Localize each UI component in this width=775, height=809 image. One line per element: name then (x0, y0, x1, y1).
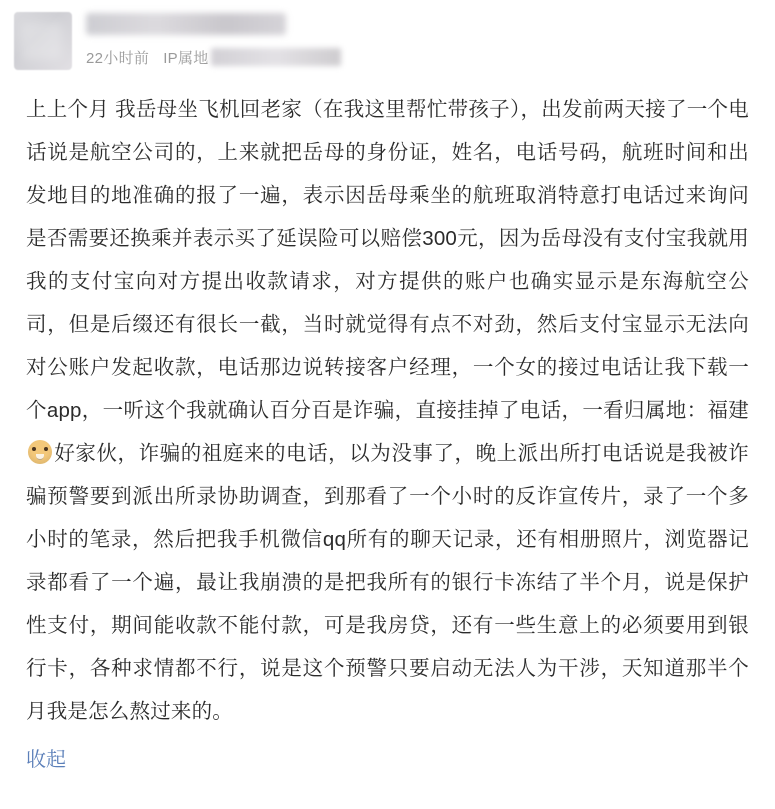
dog-face-icon (28, 440, 52, 464)
author-block (72, 10, 761, 68)
post-body (0, 72, 775, 733)
ip-location-label (163, 47, 340, 68)
avatar[interactable] (14, 12, 72, 70)
username[interactable] (86, 13, 286, 35)
ip-location-value (211, 48, 341, 66)
post-meta (86, 47, 761, 68)
post-body-part-2: 好家伙，诈骗的祖庭来的电话，以为没事了，晚上派出所打电话说是我被诈骗预警要到派出所录协助调查，到那看了一个小时的反诈宣传片，录了一个多小时的笔录，然后把我手机微信qq所有的聊天记录，还有相册照片，浏览器记录都看了一个遍，最让我崩溃的是把我所有的银行卡冻结了半个月，说是保护性支付，期间能收款不能付款，可是我房贷，还有一些生意上的必须要用到银行卡，各种求情都不行，说是这个预警只要启动无法人为干涉，天知道那半个月我是怎么熬过来的。 (26, 442, 749, 723)
post-header (0, 0, 775, 72)
post-timestamp: 22小时前 (86, 50, 150, 67)
post-body-part-1: 上上个月 我岳母坐飞机回老家（在我这里帮忙带孩子），出发前两天接了一个电话说是航空公司的，上来就把岳母的身份证，姓名，电话号码，航班时间和出发地目的地准确的报了一遍，表示因岳母乘坐的航班取消特意打电话过来询问是否需要还换乘并表示买了延误险可以赔偿300元，因为岳母没有支付宝我就用我的支付宝向对方提出收款请求，对方提供的账户也确实显示是东海航空公司，但是后缀还有很长一截，当时就觉得有点不对劲，然后支付宝显示无法向对公账户发起收款，电话那边说转接客户经理，一个女的接过电话让我下载一个app，一听这个我就确认百分百是诈骗，直接挂掉了电话，一看归属地：福建 (26, 98, 749, 422)
ip-location-text: IP属地 (163, 50, 209, 67)
collapse-button[interactable]: 收起 (26, 749, 66, 771)
